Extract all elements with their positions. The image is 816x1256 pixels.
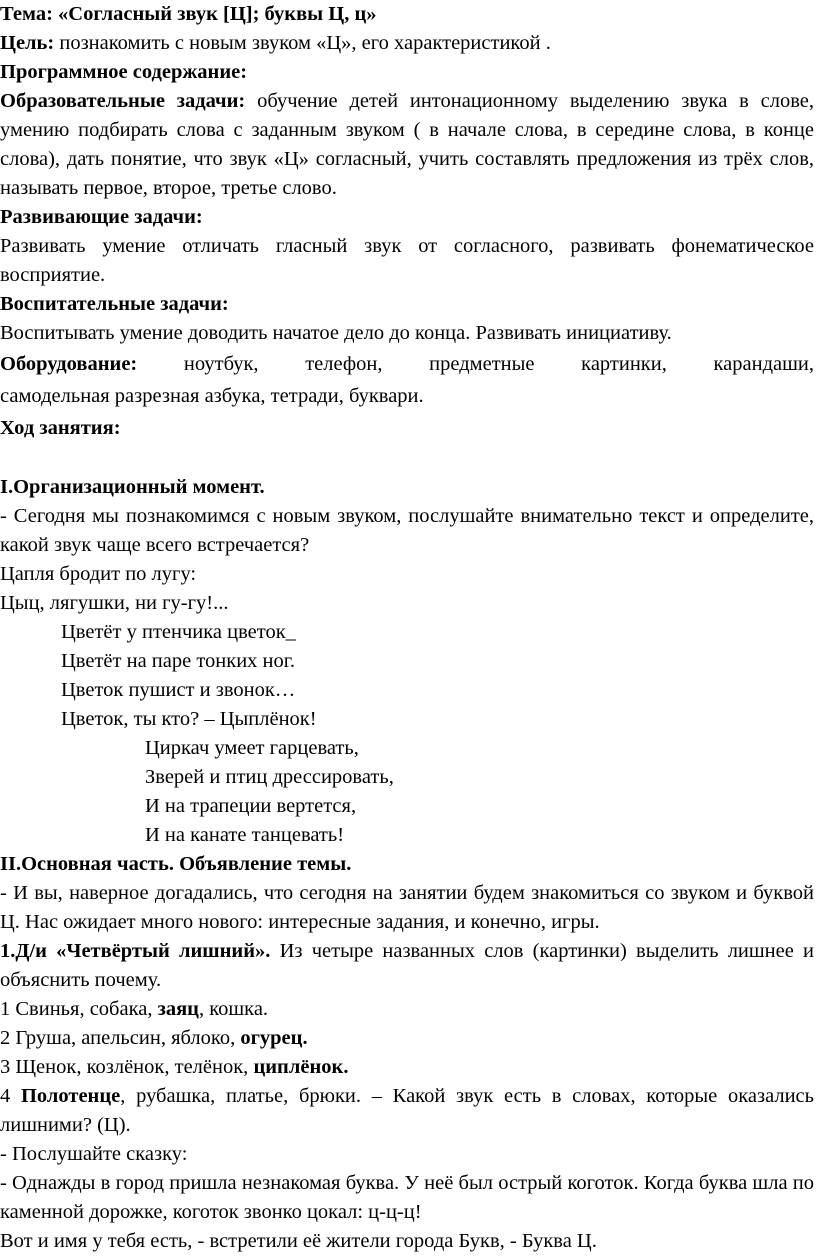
section2-intro: - И вы, наверное догадались, что сегодня на занятии будем знакомиться со звуком и буквой Ц. Нас ожидает много нового: интересные задания, и конечно, игры.	[0, 882, 814, 933]
game-paragraph	[0, 937, 814, 995]
program-heading: Программное содержание:	[0, 61, 248, 83]
tale-intro: - Послушайте сказку:	[0, 1143, 188, 1165]
item-number: 2	[0, 1027, 11, 1049]
blank-line	[0, 444, 814, 473]
list-item	[0, 1053, 814, 1082]
topic-line	[0, 0, 814, 29]
developing-text: Развивать умение отличать гласный звук от согласного, развивать фонематическое восприятие.	[0, 235, 814, 286]
item-number: 4	[0, 1085, 11, 1107]
list-item	[0, 1082, 814, 1140]
upbringing-label: Воспитательные задачи:	[0, 293, 229, 315]
poem-line: Цветок, ты кто? – Цыплёнок!	[61, 708, 317, 730]
equipment-line-1	[0, 348, 814, 380]
item-odd-word: циплёнок.	[253, 1056, 349, 1078]
goal-label: Цель:	[0, 32, 55, 54]
educational-label: Образовательные задачи:	[0, 90, 246, 112]
section2-heading: II.Основная часть. Объявление темы.	[0, 853, 352, 875]
tale-paragraph: Вот и имя у тебя есть, - встретили её жители города Букв, - Буква Ц.	[0, 1230, 597, 1252]
item-text: , рубашка, платье, брюки. – Какой звук есть в словах, которые оказались лишними? (Ц).	[0, 1085, 814, 1136]
educational-text: обучение детей интонационному выделению звука в слове, умению подбирать слова с заданным звуком ( в начале слова, в середине слова, в конце слова), дать понятие, что звук «Ц» согласный, учить составлять предложения из трёх слов, называть первое, второе, третье слово.	[0, 90, 814, 199]
poem-line: Цветёт на паре тонких ног.	[61, 650, 295, 672]
section1-intro: - Сегодня мы познакомимся с новым звуком, послушайте внимательно текст и определите, какой звук чаще всего встречается?	[0, 505, 814, 556]
game-text: Из четыре названных слов (картинки) выделить лишнее и объяснить почему.	[0, 940, 815, 991]
poem-line: Цветёт у птенчика цветок_	[61, 621, 296, 643]
item-number: 1	[0, 998, 11, 1020]
equipment-line-2: самодельная разрезная азбука, тетради, буквари.	[0, 385, 424, 407]
item-text: Щенок, козлёнок, телёнок,	[15, 1056, 254, 1078]
lesson-heading: Ход занятия:	[0, 417, 121, 439]
poem-line: И на трапеции вертется,	[145, 795, 357, 817]
poem-line: Цыц, лягушки, ни гу-гу!...	[0, 592, 229, 614]
game-label: 1.Д/и «Четвёртый лишний».	[0, 940, 271, 962]
tale-paragraph: - Однажды в город пришла незнакомая буква. У неё был острый коготок. Когда буква шла по каменной дорожке, коготок звонко цокал: ц-ц-ц!	[0, 1172, 814, 1223]
list-item	[0, 1024, 814, 1053]
goal-line	[0, 29, 814, 58]
poem-line: Зверей и птиц дрессировать,	[145, 766, 394, 788]
educational-paragraph	[0, 87, 814, 203]
equipment-label: Оборудование:	[0, 353, 138, 375]
section1-heading: I.Организационный момент.	[0, 476, 265, 498]
equipment-text-1: ноутбук, телефон, предметные картинки, карандаши,	[183, 353, 814, 375]
poem-line: Цапля бродит по лугу:	[0, 563, 197, 585]
item-odd-word: Полотенце	[20, 1085, 121, 1107]
item-odd-word: огурец.	[240, 1027, 308, 1049]
poem-line: И на канате танцевать!	[145, 824, 345, 846]
list-item	[0, 995, 814, 1024]
goal-text: познакомить с новым звуком «Ц», его характеристикой .	[59, 32, 551, 54]
item-text: Свинья, собака,	[15, 998, 158, 1020]
item-text: Груша, апельсин, яблоко,	[15, 1027, 241, 1049]
item-number: 3	[0, 1056, 11, 1078]
topic-label: Тема:	[0, 3, 53, 25]
poem-line: Циркач умеет гарцевать,	[145, 737, 359, 759]
poem-line: Цветок пушист и звонок…	[61, 679, 296, 701]
item-odd-word: заяц	[157, 998, 199, 1020]
upbringing-text: Воспитывать умение доводить начатое дело до конца. Развивать инициативу.	[0, 322, 672, 344]
topic-text: «Согласный звук [Ц]; буквы Ц, ц»	[58, 3, 377, 25]
developing-label: Развивающие задачи:	[0, 206, 203, 228]
item-text: , кошка.	[198, 998, 269, 1020]
